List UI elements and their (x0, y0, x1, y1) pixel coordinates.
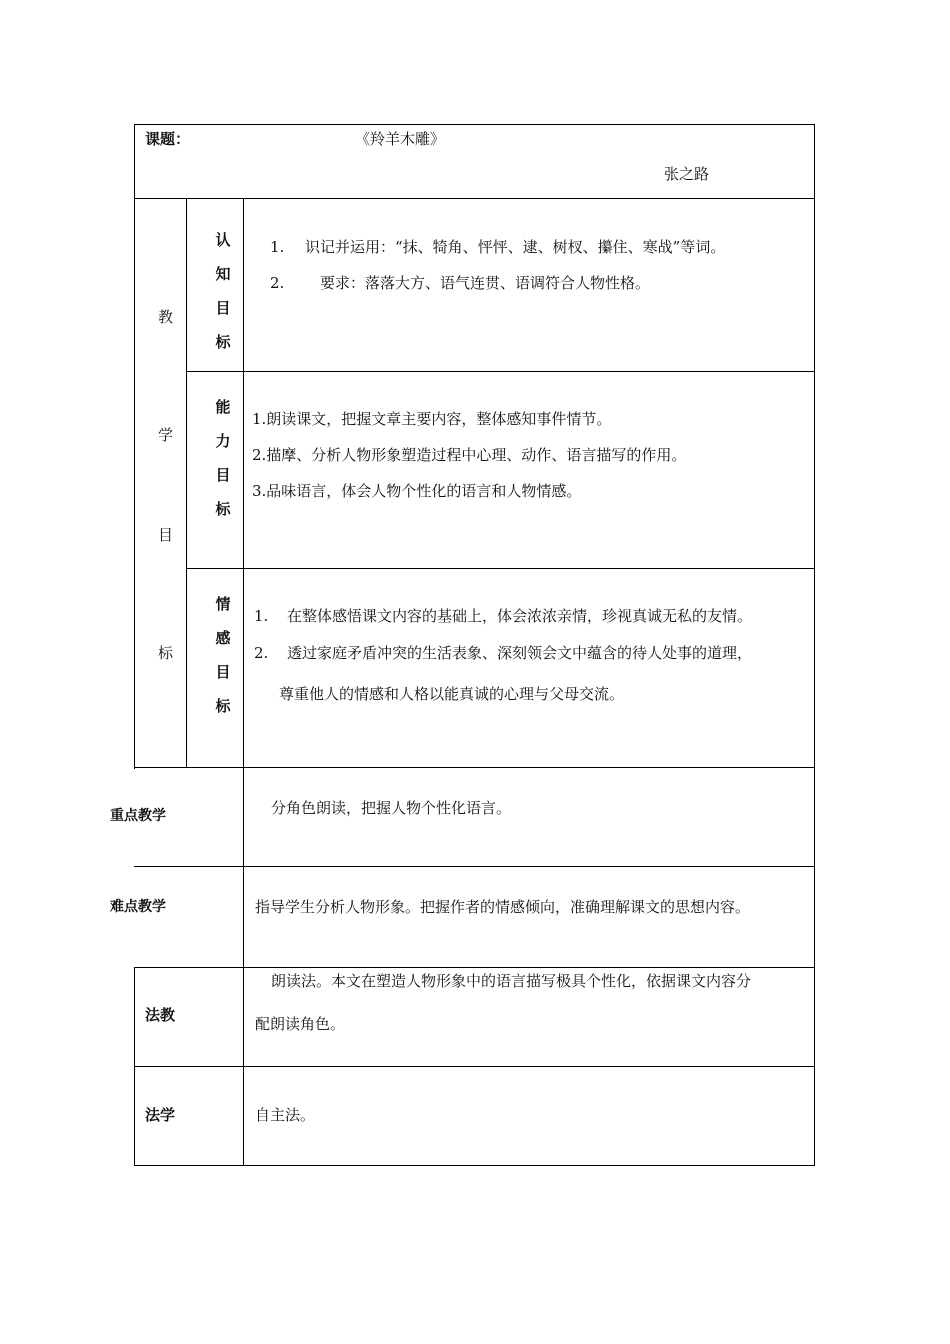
key-point-text: 分角色朗读，把握人物个性化语言。 (271, 799, 512, 817)
table-border (186, 371, 815, 372)
teaching-method-label: 法教 (145, 1006, 176, 1024)
difficulty-label: 难点教学 (110, 899, 166, 915)
emotion-objective-label: 情 感 目 标 (215, 595, 231, 715)
list-item-number: 1. (254, 607, 269, 625)
table-border-top (134, 124, 815, 125)
teaching-method-text: 朗读法。本文在塑造人物形象中的语言描写极具个性化，依据课文内容分 (271, 972, 752, 990)
list-item: 透过家庭矛盾冲突的生活表象、深刻领会文中蕴含的待人处事的道理， (287, 644, 753, 662)
list-item: 要求：落落大方、语气连贯、语调符合人物性格。 (320, 274, 651, 292)
objectives-side-label: 目 (158, 526, 174, 544)
table-border-left (134, 124, 135, 769)
list-item-number: 1. (270, 238, 285, 256)
table-border-left (134, 967, 135, 1166)
objectives-side-label: 教 (158, 308, 174, 326)
table-border (134, 1066, 815, 1067)
ability-objective-label: 能 力 目 标 (215, 398, 231, 518)
learning-method-label: 法学 (145, 1106, 176, 1124)
table-border (134, 198, 815, 199)
difficulty-text: 指导学生分析人物形象。把握作者的情感倾向，准确理解课文的思想内容。 (255, 898, 751, 916)
table-border-right (814, 124, 815, 1166)
list-item-continuation: 尊重他人的情感和人格以能真诚的心理与父母交流。 (279, 685, 625, 703)
table-border (134, 967, 815, 968)
learning-method-text: 自主法。 (255, 1106, 316, 1124)
cognitive-objective-label: 认 知 目 标 (215, 231, 231, 351)
list-item: 1.朗读课文，把握文章主要内容，整体感知事件情节。 (252, 410, 612, 428)
header-label: 课题： (145, 130, 191, 148)
list-item-number: 2. (270, 274, 285, 292)
table-divider (243, 198, 244, 1166)
author-name: 张之路 (664, 165, 710, 183)
objectives-side-label: 标 (158, 644, 174, 662)
list-item-number: 2. (254, 644, 269, 662)
teaching-method-text: 配朗读角色。 (255, 1015, 346, 1033)
lesson-title: 《羚羊木雕》 (355, 130, 446, 148)
table-border (186, 568, 815, 569)
list-item: 识记并运用：“抹、犄角、怦怦、逮、树杈、攥住、寒战”等词。 (305, 238, 726, 256)
table-border (134, 866, 815, 867)
table-border (134, 767, 815, 768)
objectives-side-label: 学 (158, 426, 174, 444)
table-border-bottom (134, 1165, 815, 1166)
list-item: 2.描摩、分析人物形象塑造过程中心理、动作、语言描写的作用。 (252, 446, 687, 464)
key-point-label: 重点教学 (110, 808, 166, 824)
list-item: 在整体感悟课文内容的基础上，体会浓浓亲情，珍视真诚无私的友情。 (287, 607, 753, 625)
table-divider (186, 198, 187, 768)
list-item: 3.品味语言，体会人物个性化的语言和人物情感。 (252, 482, 582, 500)
